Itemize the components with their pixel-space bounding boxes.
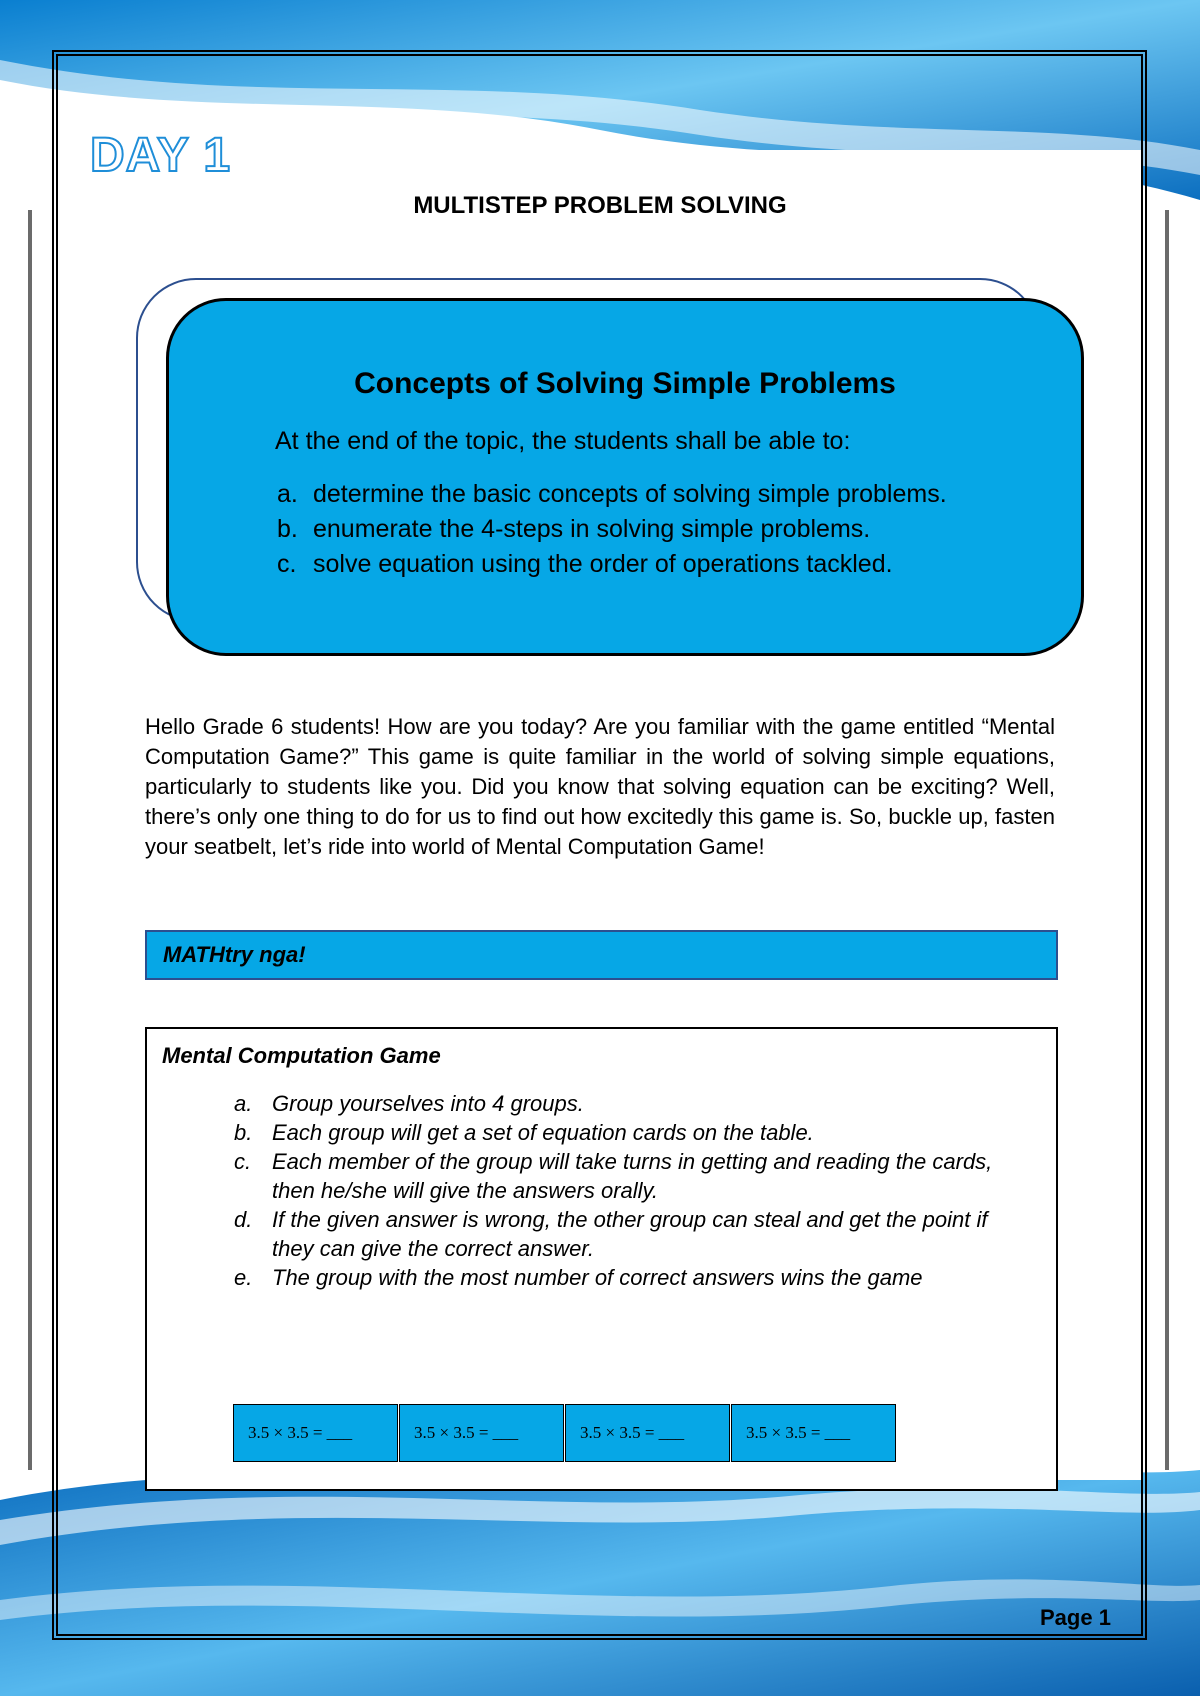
intro-paragraph: Hello Grade 6 students! How are you today? Are you familiar with the game entitled “Mental Computation Game?” This game is quite familiar in the world of solving simple equations, particularly to students like you. Did you know that solving equation can be exciting? Well, there’s only one thing to do for us to find out how excitedly this game is. So, buckle up, fasten your seatbelt, let’s ride into world of Mental Computation Game! [145,714,1055,859]
page-number: Page 1 [1040,1605,1111,1630]
game-steps-list [234,1089,1034,1292]
equation-card: 3.5 × 3.5 = ___ [565,1404,730,1462]
page-title: MULTISTEP PROBLEM SOLVING [413,192,787,219]
objectives-list [277,477,947,582]
objectives-intro: At the end of the topic, the students shall be able to: [275,427,851,455]
right-margin-bar [1165,210,1169,1470]
day-label: DAY 1 [90,129,232,182]
game-step: d. If the given answer is wrong, the other group can steal and get the point if they can give the correct answer. [234,1207,988,1261]
objective-item: c. solve equation using the order of operations tackled. [277,550,893,578]
objectives-box [166,298,1084,656]
game-title: Mental Computation Game [162,1043,441,1068]
equation-card: 3.5 × 3.5 = ___ [399,1404,564,1462]
game-step: c. Each member of the group will take turns in getting and reading the cards, then he/she will give the answers orally. [234,1149,993,1203]
objectives-heading: Concepts of Solving Simple Problems [354,367,896,400]
game-step: a. Group yourselves into 4 groups. [234,1091,584,1116]
objective-item: a. determine the basic concepts of solving simple problems. [277,480,947,508]
equation-card: 3.5 × 3.5 = ___ [731,1404,896,1462]
equation-card: 3.5 × 3.5 = ___ [233,1404,398,1462]
game-instructions-box [145,1027,1058,1491]
game-step: b. Each group will get a set of equation cards on the table. [234,1120,814,1145]
left-margin-bar [28,210,32,1470]
section-banner: MATHtry nga! [145,930,1058,980]
game-step: e. The group with the most number of correct answers wins the game [234,1265,923,1290]
equation-cards [233,1404,897,1462]
objective-item: b. enumerate the 4-steps in solving simple problems. [277,515,871,543]
